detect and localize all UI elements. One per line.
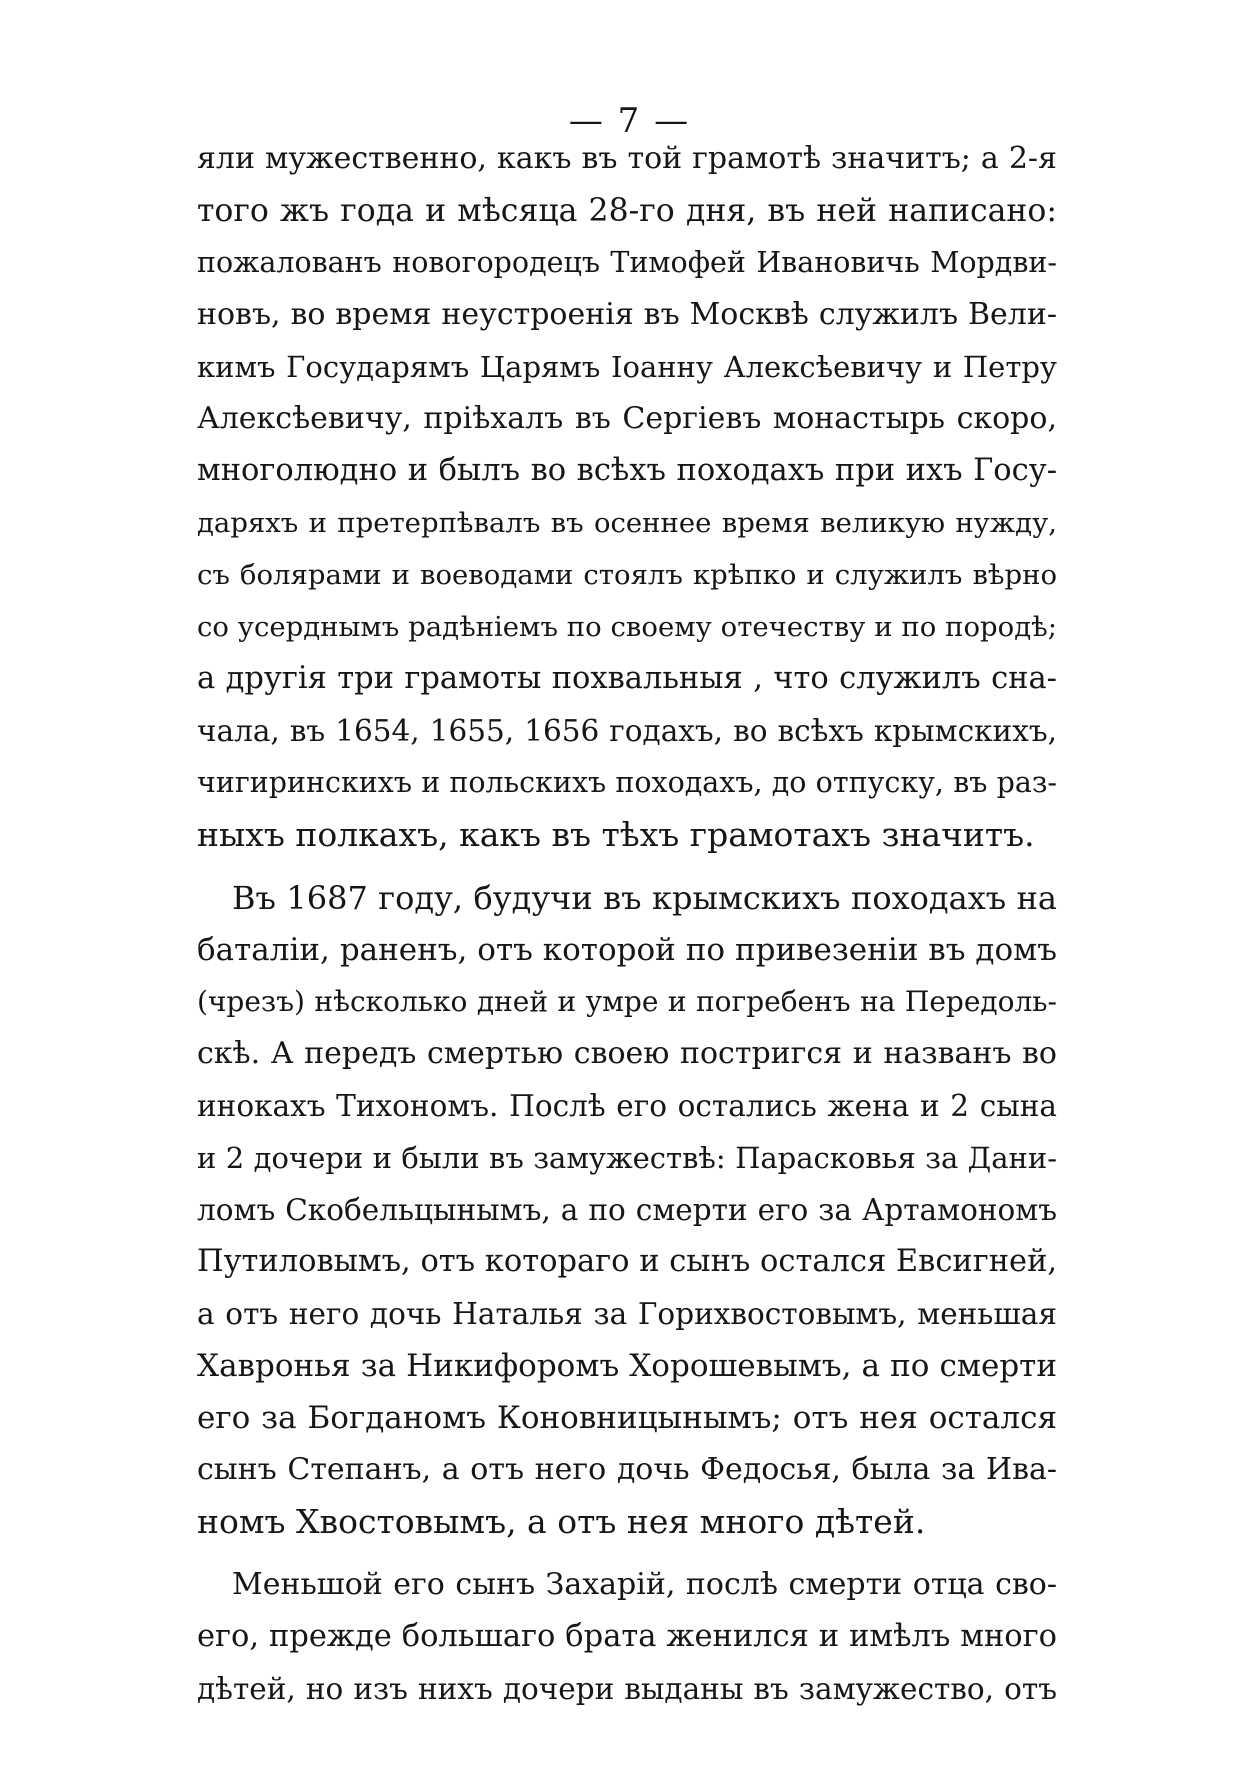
text-line: многолюдно и былъ во всѣхъ походахъ при ихъ Госу-: [197, 453, 1057, 488]
text-line: инокахъ Тихономъ. Послѣ его остались жена и 2 сына: [197, 1089, 1057, 1123]
text-line: яли мужественно, какъ въ той грамотѣ значитъ; а 2-я: [197, 141, 1057, 176]
text-line: Путиловымъ, отъ котораго и сынъ остался Евсигней,: [197, 1244, 1058, 1279]
text-line: кимъ Государямъ Царямъ Іоанну Алексѣевичу и Петру: [197, 350, 1057, 384]
text-line: того жъ года и мѣсяца 28-го дня, въ ней написано:: [197, 193, 1057, 229]
text-line: дѣтей, но изъ нихъ дочери выданы въ замужество, отъ: [197, 1672, 1057, 1706]
text-line: чигиринскихъ и польскихъ походахъ, до отпуску, въ раз-: [197, 766, 1057, 799]
text-line: съ болярами и воеводами стоялъ крѣпко и служилъ вѣрно: [197, 559, 1057, 591]
text-line: Алексѣевичу, пріѣхалъ въ Сергіевъ монастырь скоро,: [197, 401, 1057, 436]
text-line: его, прежде большаго брата женился и имѣлъ много: [197, 1619, 1057, 1654]
text-line: со усерднымъ радѣніемъ по своему отечеству и по породѣ;: [197, 611, 1057, 643]
text-line: даряхъ и претерпѣвалъ въ осеннее время великую нужду,: [197, 507, 1057, 539]
text-line: (чрезъ) нѣсколько дней и умре и погребенъ на Передоль-: [197, 985, 1057, 1018]
text-line: пожалованъ новогородецъ Тимофей Ивановичь Мордви-: [197, 246, 1057, 279]
text-line: чала, въ 1654, 1655, 1656 годахъ, во всѣхъ крымскихъ,: [197, 714, 1057, 748]
text-line: ломъ Скобельцынымъ, а по смерти его за Артамономъ: [197, 1193, 1057, 1227]
text-line: новъ, во время неустроенія въ Москвѣ служилъ Вели-: [197, 297, 1057, 332]
text-line: номъ Хвостовымъ, а отъ нея много дѣтей.: [197, 1502, 926, 1541]
text-line: Въ 1687 году, будучи въ крымскихъ походахъ на: [232, 879, 1057, 917]
text-line: сынъ Степанъ, а отъ него дочь Федосья, была за Ива-: [197, 1452, 1057, 1487]
page-number: — 7 —: [568, 101, 691, 141]
text-line: и 2 дочери и были въ замужествѣ: Парасковья за Дани-: [197, 1141, 1057, 1175]
text-line: скѣ. А передъ смертью своею постригся и названъ во: [197, 1036, 1057, 1071]
text-line: Меньшой его сынъ Захарій, послѣ смерти отца сво-: [232, 1567, 1057, 1602]
text-line: ныхъ полкахъ, какъ въ тѣхъ грамотахъ значитъ.: [197, 815, 1035, 854]
text-line: его за Богданомъ Коновницынымъ; отъ нея остался: [197, 1400, 1057, 1436]
text-line: Хавронья за Никифоромъ Хорошевымъ, а по смерти: [197, 1348, 1057, 1384]
text-line: а отъ него дочь Наталья за Горихвостовымъ, меньшая: [197, 1297, 1057, 1331]
text-line: баталіи, раненъ, отъ которой по привезеніи въ домъ: [197, 932, 1057, 968]
text-line: а другія три грамоты похвальныя , что служилъ сна-: [197, 661, 1057, 696]
